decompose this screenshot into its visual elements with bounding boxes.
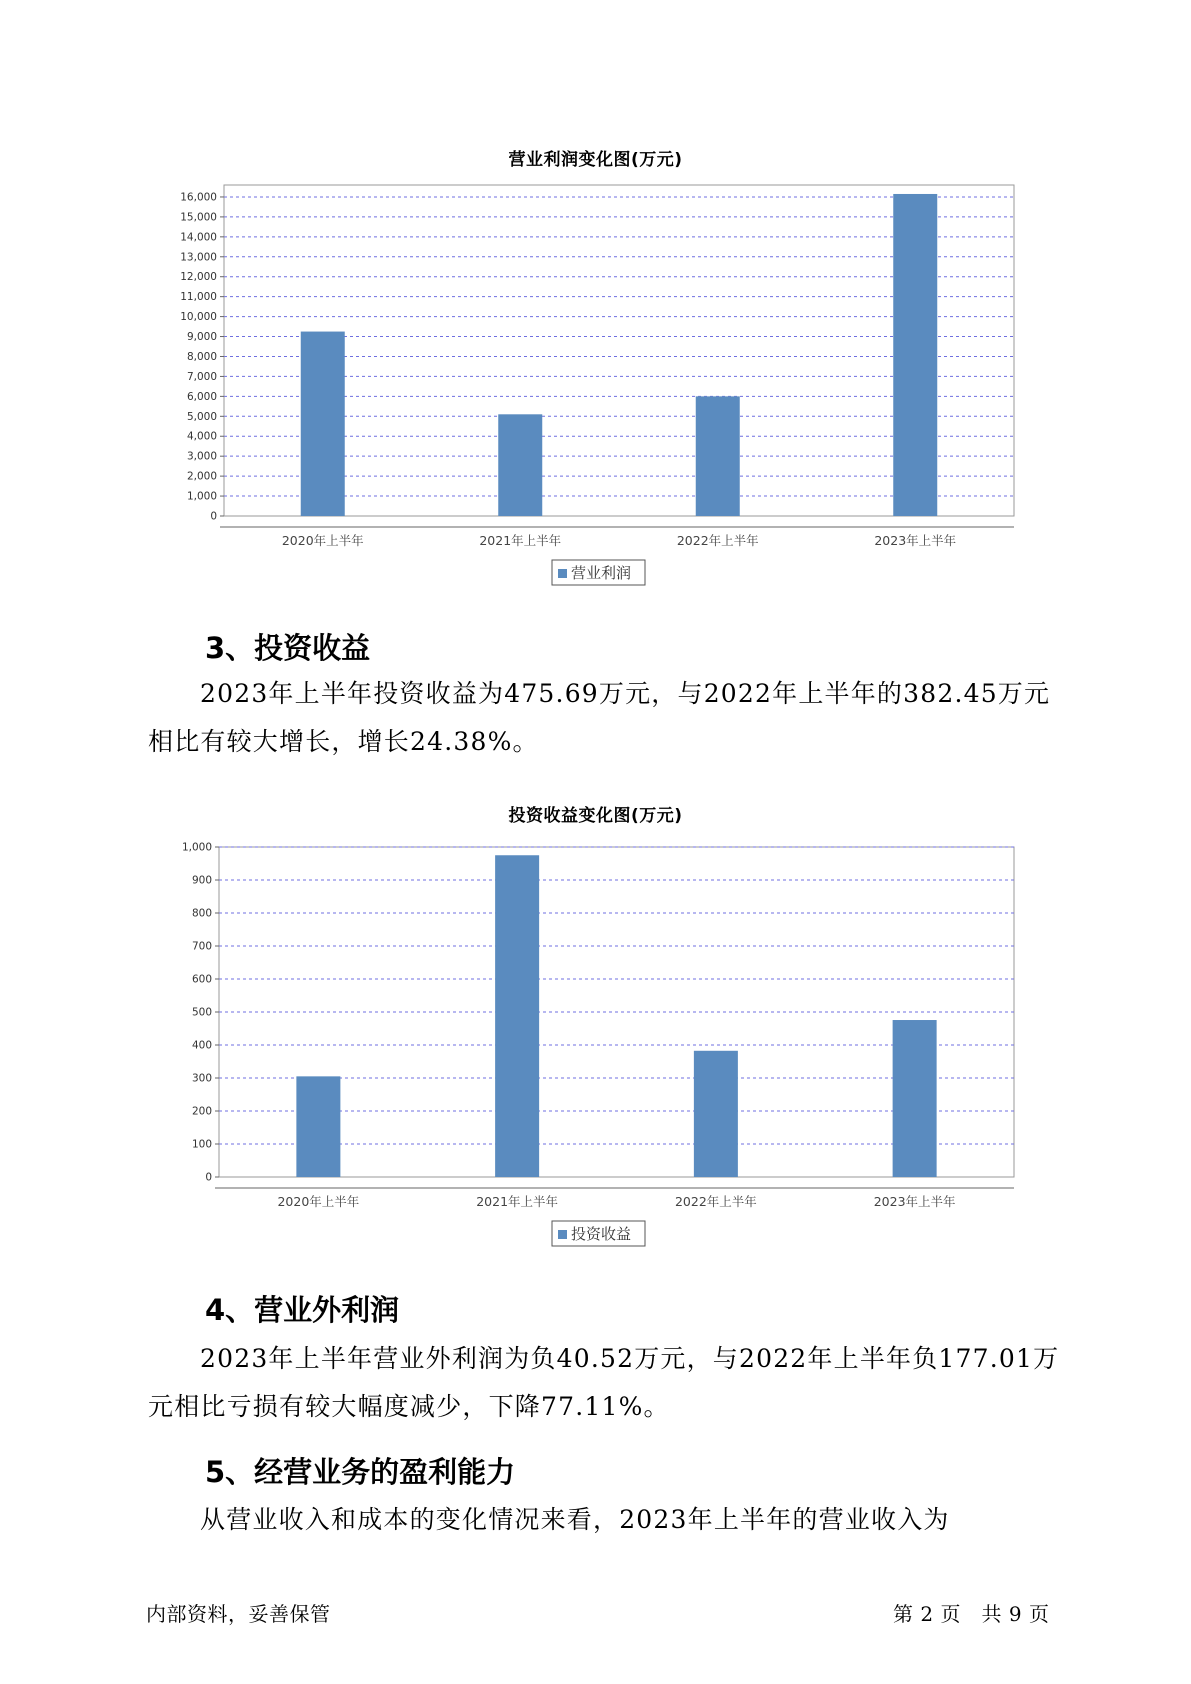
x-tick-label: 2023年上半年 [874,533,957,548]
x-tick-label: 2020年上半年 [277,1194,360,1209]
y-tick-label: 14,000 [180,231,217,244]
bar [893,194,937,516]
y-tick-label: 100 [191,1138,212,1151]
section3-paragraph: 2023年上半年投资收益为475.69万元，与2022年上半年的382.45万元相比有较大增长，增长24.38%。 [148,679,1051,756]
y-tick-label: 12,000 [180,271,217,284]
y-tick-label: 300 [191,1072,212,1085]
y-tick-label: 13,000 [180,251,217,264]
y-tick-label: 600 [191,973,212,986]
y-tick-label: 1,000 [181,841,212,854]
y-tick-label: 8,000 [186,350,217,363]
section4-heading: 4、营业外利润 [205,1293,400,1327]
bar [301,332,345,516]
x-tick-label: 2023年上半年 [873,1194,956,1209]
y-tick-label: 0 [210,510,217,523]
bar [296,1076,340,1177]
x-tick-label: 2020年上半年 [281,533,364,548]
x-tick-label: 2021年上半年 [476,1194,559,1209]
y-tick-label: 500 [191,1006,212,1019]
y-tick-label: 6,000 [186,390,217,403]
y-tick-label: 2,000 [186,470,217,483]
y-tick-label: 700 [191,940,212,953]
bar [498,414,542,516]
x-tick-label: 2022年上半年 [676,533,759,548]
bar [495,855,539,1177]
section4-paragraph: 2023年上半年营业外利润为负40.52万元，与2022年上半年负177.01万元相比亏损有较大幅度减少，下降77.11%。 [148,1344,1060,1421]
investment-income-chart [0,830,1191,1260]
y-tick-label: 4,000 [186,430,217,443]
x-tick-label: 2021年上半年 [479,533,562,548]
legend-label: 营业利润 [571,564,632,582]
section5-heading: 5、经营业务的盈利能力 [205,1455,516,1489]
y-tick-label: 0 [205,1171,212,1184]
y-tick-label: 200 [191,1105,212,1118]
y-tick-label: 10,000 [180,311,217,324]
footer-page-number: 第 2 页 共 9 页 [893,1602,1050,1626]
footer-confidential: 内部资料，妥善保管 [146,1602,331,1626]
operating-profit-chart [0,170,1191,590]
legend-swatch [558,1230,567,1239]
section3-heading: 3、投资收益 [205,631,371,665]
bar [893,1020,937,1177]
x-tick-label: 2022年上半年 [674,1194,757,1209]
y-tick-label: 15,000 [180,211,217,224]
y-tick-label: 16,000 [180,191,217,204]
y-tick-label: 5,000 [186,410,217,423]
section5-paragraph: 从营业收入和成本的变化情况来看，2023年上半年的营业收入为 [200,1505,950,1534]
y-tick-label: 800 [191,907,212,920]
y-tick-label: 400 [191,1039,212,1052]
legend-swatch [558,569,567,578]
bar [694,1051,738,1177]
chart1-title: 营业利润变化图(万元) [508,150,683,170]
y-tick-label: 900 [191,874,212,887]
bar [696,396,740,516]
legend-label: 投资收益 [571,1225,632,1243]
y-tick-label: 7,000 [186,370,217,383]
y-tick-label: 11,000 [180,291,217,304]
y-tick-label: 1,000 [186,490,217,503]
y-tick-label: 3,000 [186,450,217,463]
y-tick-label: 9,000 [186,331,217,344]
chart2-title: 投资收益变化图(万元) [508,806,683,826]
